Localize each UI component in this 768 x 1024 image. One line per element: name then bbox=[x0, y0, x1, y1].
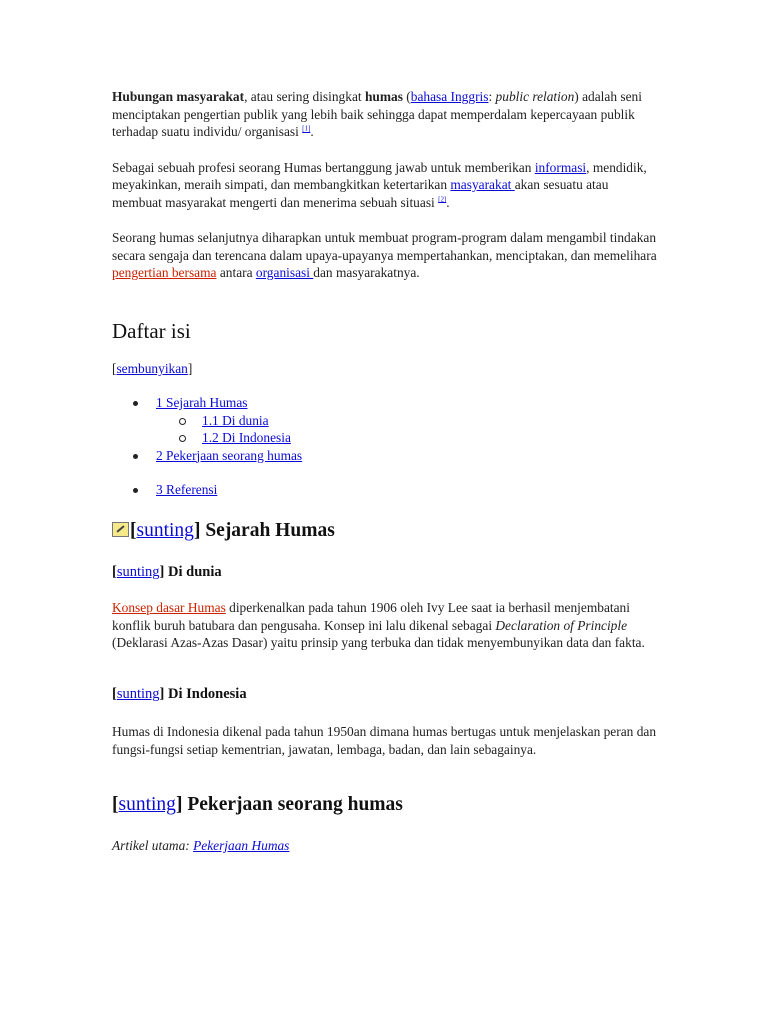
toc-item-dunia bbox=[112, 412, 302, 430]
article-body bbox=[112, 88, 657, 853]
organisasi-link[interactable]: organisasi bbox=[255, 265, 314, 280]
edit-link-indonesia[interactable]: sunting bbox=[116, 686, 160, 702]
bullet-icon bbox=[133, 488, 138, 493]
paragraph-di-dunia: Konsep dasar Humas diperkenalkan pada tahun 1906 oleh Ivy Lee saat ia berhasil menjembatani konflik buruh batubara dan pengusaha. Konsep ini lalu dikenal sebagai Declaration of Principle (Deklarasi Azas-Azas Dasar) yaitu prinsip yang terbuka dan tidak menyembunyikan data dan fakta. bbox=[112, 600, 645, 650]
informasi-link[interactable]: informasi bbox=[534, 159, 587, 175]
toc-item-referensi bbox=[112, 481, 302, 499]
edit-link-dunia[interactable]: sunting bbox=[116, 564, 160, 580]
toc-link-referensi[interactable]: 3 Referensi bbox=[156, 482, 218, 497]
toc-link-dunia[interactable]: 1.1 Di dunia bbox=[202, 412, 269, 428]
language-link[interactable]: bahasa Inggris bbox=[410, 89, 489, 104]
toc-title: Daftar isi bbox=[112, 319, 191, 343]
intro-paragraph-2: Sebagai sebuah profesi seorang Humas bertanggung jawab untuk memberikan informasi, mendidik, meyakinkan, meraih simpati, dan membangkitkan ketertarikan masyarakat akan sesuatu atau membuat masyarakat mengerti dan menerima sebuah situasi [2]. bbox=[112, 159, 647, 210]
intro-paragraph-3: Seorang humas selanjutnya diharapkan untuk membuat program-program dalam mengambil tindakan secara sengaja dan terencana dalam upaya-upayanya mempertahankan, menciptakan, dan memelihara pengertian bersama antara organisasi dan masyarakatnya. bbox=[112, 230, 657, 280]
heading-di-dunia: [sunting] Di dunia bbox=[112, 564, 222, 580]
circle-bullet-icon bbox=[179, 435, 186, 442]
pengertian-bersama-link[interactable]: pengertian bersama bbox=[112, 265, 217, 280]
toc-link-pekerjaan[interactable]: 2 Pekerjaan seorang humas bbox=[156, 447, 303, 463]
toc-item-indonesia bbox=[112, 429, 302, 447]
main-article-note: Artikel utama: Pekerjaan Humas bbox=[112, 838, 290, 853]
circle-bullet-icon bbox=[179, 418, 186, 425]
toc-item-sejarah bbox=[112, 394, 302, 412]
main-article-link[interactable]: Pekerjaan Humas bbox=[193, 838, 290, 853]
heading-di-indonesia: [sunting] Di Indonesia bbox=[112, 686, 247, 702]
lead-term: Hubungan masyarakat bbox=[112, 89, 245, 104]
konsep-dasar-humas-link[interactable]: Konsep dasar Humas bbox=[112, 600, 226, 615]
bullet-icon bbox=[133, 454, 138, 459]
masyarakat-link[interactable]: masyarakat bbox=[450, 177, 515, 192]
intro-paragraph-1: Hubungan masyarakat, atau sering disingkat humas (bahasa Inggris: public relation) adalah seni menciptakan pengertian publik yang lebih baik sehingga dapat memperdalam kepercayaan publik terhadap suatu individu/ organisasi [1]. bbox=[112, 89, 642, 139]
table-of-contents bbox=[112, 394, 302, 499]
edit-link-sejarah[interactable]: sunting bbox=[136, 520, 194, 541]
reference-link-1[interactable]: [1] bbox=[302, 124, 311, 133]
bullet-icon bbox=[133, 401, 138, 406]
heading-sejarah-humas: [sunting] Sejarah Humas bbox=[112, 520, 335, 542]
toc-link-indonesia[interactable]: 1.2 Di Indonesia bbox=[202, 430, 291, 445]
paragraph-di-indonesia: Humas di Indonesia dikenal pada tahun 1950an dimana humas bertugas untuk menjelaskan peran dan fungsi-fungsi setiap kementrian, jawatan, lembaga, badan, dan lain sebagainya. bbox=[112, 724, 657, 757]
hide-toc-link[interactable]: sembunyikan bbox=[116, 361, 188, 376]
heading-pekerjaan-humas: [sunting] Pekerjaan seorang humas bbox=[112, 794, 403, 815]
reference-link-2[interactable]: [2] bbox=[438, 195, 447, 204]
toc-item-pekerjaan bbox=[112, 447, 302, 465]
toc-toggle: [sembunyikan] bbox=[112, 361, 193, 376]
edit-link-pekerjaan[interactable]: sunting bbox=[118, 794, 176, 815]
toc-link-sejarah[interactable]: 1 Sejarah Humas bbox=[156, 395, 248, 410]
abbreviation: humas bbox=[364, 89, 403, 104]
pencil-edit-icon[interactable] bbox=[112, 522, 129, 537]
english-term: public relation bbox=[495, 89, 575, 104]
